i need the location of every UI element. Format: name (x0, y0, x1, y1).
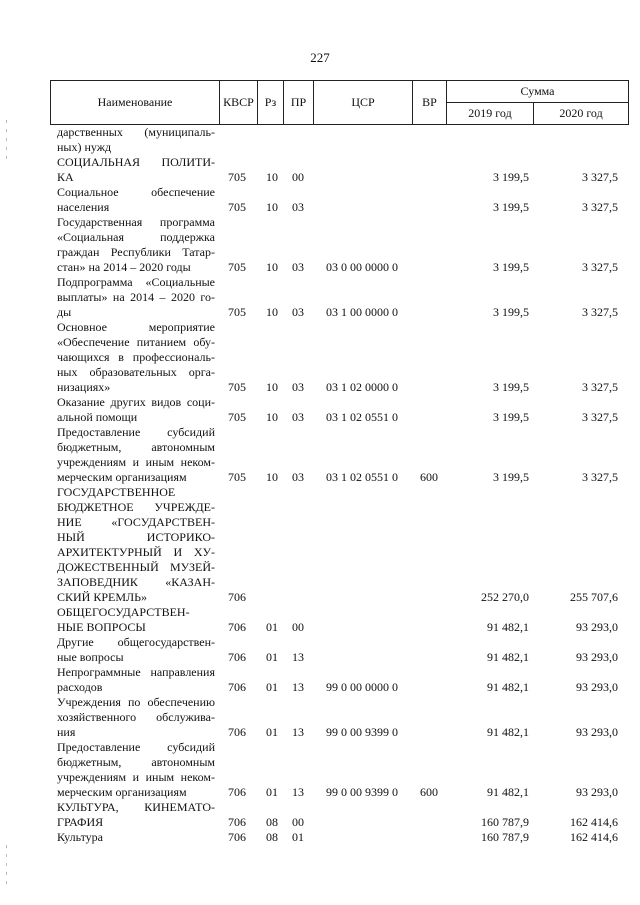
row-name-line: ных образовательных орга- (57, 365, 215, 379)
row-name (57, 665, 215, 695)
table-row (0, 665, 640, 695)
cell-s2020: 93 293,0 (576, 680, 618, 694)
row-name-line: ГРАФИЯ (57, 815, 104, 829)
table-body (0, 124, 640, 884)
header-csr: ЦСР (314, 81, 413, 125)
row-name (57, 215, 215, 275)
table-row (0, 605, 640, 635)
row-name-line: бюджетным, автономным (57, 440, 215, 454)
cell-rz: 10 (266, 260, 278, 274)
row-name-line: расходов (57, 680, 103, 694)
cell-rz: 10 (266, 305, 278, 319)
table-row (0, 275, 640, 320)
cell-s2020: 255 707,6 (570, 590, 618, 604)
header-vr: ВР (413, 81, 447, 125)
row-name-line: «Обеспечение питанием обу- (57, 335, 215, 349)
row-name-line: мерческим организациям (57, 785, 187, 799)
cell-rz: 10 (266, 470, 278, 484)
row-name (57, 155, 215, 185)
row-name-line: ГОСУДАРСТВЕННОЕ (57, 485, 176, 499)
row-name (57, 125, 215, 155)
row-name-line: СОЦИАЛЬНАЯ ПОЛИТИ- (57, 155, 215, 169)
row-name-line: ные вопросы (57, 650, 124, 664)
cell-pr: 00 (292, 170, 304, 184)
table-row (0, 425, 640, 485)
cell-pr: 13 (292, 785, 304, 799)
cell-pr: 03 (292, 380, 304, 394)
cell-s2019: 3 199,5 (493, 170, 529, 184)
cell-s2019: 3 199,5 (493, 380, 529, 394)
row-name-line: НЫЙ ИСТОРИКО- (57, 530, 215, 544)
table-row (0, 185, 640, 215)
row-name-line: Другие общегосударствен- (57, 635, 215, 649)
cell-s2019: 91 482,1 (487, 785, 529, 799)
cell-rz: 01 (266, 650, 278, 664)
cell-s2020: 93 293,0 (576, 725, 618, 739)
cell-s2020: 3 327,5 (582, 260, 618, 274)
header-pr: ПР (284, 81, 314, 125)
cell-s2019: 91 482,1 (487, 650, 529, 664)
cell-rz: 08 (266, 815, 278, 829)
row-name-line: Социальное обеспечение (57, 185, 215, 199)
row-name-line: ЗАПОВЕДНИК «КАЗАН- (57, 575, 215, 589)
cell-s2019: 3 199,5 (493, 470, 529, 484)
header-kvsr: КВСР (220, 81, 258, 125)
cell-pr: 03 (292, 410, 304, 424)
cell-pr: 03 (292, 305, 304, 319)
cell-vr: 600 (420, 785, 438, 799)
row-name (57, 185, 215, 215)
cell-s2020: 3 327,5 (582, 170, 618, 184)
row-name-line: учреждениям и иным неком- (57, 455, 215, 469)
cell-kvsr: 705 (228, 200, 246, 214)
cell-pr: 03 (292, 260, 304, 274)
cell-rz: 01 (266, 680, 278, 694)
row-name-line: бюджетным, автономным (57, 755, 215, 769)
row-name (57, 320, 215, 395)
row-name-line: граждан Республики Татар- (57, 245, 215, 259)
cell-csr: 03 1 02 0551 0 (326, 470, 398, 484)
cell-kvsr: 706 (228, 815, 246, 829)
cell-rz: 10 (266, 170, 278, 184)
cell-s2020: 3 327,5 (582, 305, 618, 319)
row-name-line: альной помощи (57, 410, 138, 424)
row-name-line: БЮДЖЕТНОЕ УЧРЕЖДЕ- (57, 500, 215, 514)
cell-csr: 99 0 00 0000 0 (326, 680, 398, 694)
cell-csr: 03 1 02 0551 0 (326, 410, 398, 424)
table-header (50, 80, 629, 125)
row-name (57, 740, 215, 800)
row-name (57, 425, 215, 485)
row-name (57, 695, 215, 740)
row-name-line: ОБЩЕГОСУДАРСТВЕН- (57, 605, 190, 619)
cell-s2020: 162 414,6 (570, 830, 618, 844)
cell-s2019: 3 199,5 (493, 260, 529, 274)
cell-pr: 13 (292, 725, 304, 739)
cell-s2019: 160 787,9 (481, 815, 529, 829)
cell-s2019: 3 199,5 (493, 200, 529, 214)
cell-csr: 03 1 02 0000 0 (326, 380, 398, 394)
cell-s2019: 160 787,9 (481, 830, 529, 844)
row-name-line: ния (57, 725, 76, 739)
cell-rz: 01 (266, 620, 278, 634)
row-name (57, 275, 215, 320)
row-name-line: Основное мероприятие (57, 320, 215, 334)
cell-kvsr: 706 (228, 785, 246, 799)
cell-s2019: 91 482,1 (487, 680, 529, 694)
cell-kvsr: 706 (228, 620, 246, 634)
row-name-line: Предоставление субсидий (57, 425, 215, 439)
cell-kvsr: 705 (228, 170, 246, 184)
header-year-2020: 2020 год (534, 103, 629, 125)
cell-s2020: 3 327,5 (582, 470, 618, 484)
cell-pr: 00 (292, 620, 304, 634)
cell-csr: 99 0 00 9399 0 (326, 725, 398, 739)
cell-kvsr: 706 (228, 830, 246, 844)
table-row (0, 635, 640, 665)
table-row (0, 830, 640, 845)
row-name-line: ды (57, 305, 72, 319)
cell-pr: 03 (292, 470, 304, 484)
row-name (57, 395, 215, 425)
cell-pr: 13 (292, 650, 304, 664)
cell-csr: 03 1 00 0000 0 (326, 305, 398, 319)
cell-s2019: 91 482,1 (487, 725, 529, 739)
row-name-line: «Социальная поддержка (57, 230, 215, 244)
cell-s2020: 93 293,0 (576, 650, 618, 664)
table-row (0, 215, 640, 275)
header-year-2019: 2019 год (447, 103, 534, 125)
cell-rz: 10 (266, 200, 278, 214)
cell-pr: 00 (292, 815, 304, 829)
row-name-line: Непрограммные направления (57, 665, 215, 679)
row-name (57, 800, 215, 830)
cell-s2020: 162 414,6 (570, 815, 618, 829)
row-name-line: ДОЖЕСТВЕННЫЙ МУЗЕЙ- (57, 560, 215, 574)
row-name (57, 485, 215, 605)
header-name: Наименование (51, 81, 220, 125)
row-name-line: НИЕ «ГОСУДАРСТВЕН- (57, 515, 215, 529)
row-name-line: СКИЙ КРЕМЛЬ» (57, 590, 148, 604)
table-row (0, 395, 640, 425)
row-name (57, 635, 215, 665)
row-name-line: населения (57, 200, 110, 214)
row-name-line: НЫЕ ВОПРОСЫ (57, 620, 146, 634)
cell-kvsr: 706 (228, 650, 246, 664)
row-name-line: Предоставление субсидий (57, 740, 215, 754)
cell-vr: 600 (420, 470, 438, 484)
row-name-line: дарственных (муниципаль- (57, 125, 215, 139)
row-name-line: учреждениям и иным неком- (57, 770, 215, 784)
row-name-line: ных) нужд (57, 140, 112, 154)
cell-pr: 03 (292, 200, 304, 214)
cell-rz: 08 (266, 830, 278, 844)
row-name-line: выплаты» на 2014 – 2020 го- (57, 290, 215, 304)
page-number: 227 (310, 50, 330, 65)
cell-s2020: 3 327,5 (582, 380, 618, 394)
cell-rz: 01 (266, 785, 278, 799)
row-name (57, 605, 215, 635)
cell-s2020: 93 293,0 (576, 785, 618, 799)
header-rz: Рз (258, 81, 284, 125)
row-name-line: Культура (57, 830, 103, 844)
cell-csr: 03 0 00 0000 0 (326, 260, 398, 274)
table-row (0, 800, 640, 830)
row-name-line: чающихся в профессиональ- (57, 350, 215, 364)
cell-s2019: 252 270,0 (481, 590, 529, 604)
cell-rz: 01 (266, 725, 278, 739)
row-name-line: мерческим организациям (57, 470, 187, 484)
row-name-line: Оказание других видов соци- (57, 395, 215, 409)
cell-kvsr: 706 (228, 725, 246, 739)
cell-kvsr: 705 (228, 305, 246, 319)
cell-kvsr: 706 (228, 590, 246, 604)
row-name (57, 830, 215, 845)
row-name-line: АРХИТЕКТУРНЫЙ И ХУ- (57, 545, 215, 559)
cell-s2019: 91 482,1 (487, 620, 529, 634)
row-name-line: КУЛЬТУРА, КИНЕМАТО- (57, 800, 215, 814)
header-sum: Сумма (447, 81, 629, 103)
table-row (0, 485, 640, 605)
row-name-line: низациях» (57, 380, 111, 394)
row-name-line: Учреждения по обеспечению (57, 695, 215, 709)
cell-s2020: 93 293,0 (576, 620, 618, 634)
cell-pr: 01 (292, 830, 304, 844)
row-name-line: хозяйственного обслужива- (57, 710, 215, 724)
cell-kvsr: 705 (228, 260, 246, 274)
cell-csr: 99 0 00 9399 0 (326, 785, 398, 799)
cell-s2020: 3 327,5 (582, 200, 618, 214)
cell-kvsr: 705 (228, 380, 246, 394)
cell-kvsr: 706 (228, 680, 246, 694)
row-name-line: Государственная программа (57, 215, 215, 229)
cell-pr: 13 (292, 680, 304, 694)
table-row (0, 320, 640, 395)
cell-kvsr: 705 (228, 470, 246, 484)
cell-s2019: 3 199,5 (493, 305, 529, 319)
cell-kvsr: 705 (228, 410, 246, 424)
table-row (0, 740, 640, 800)
cell-rz: 10 (266, 380, 278, 394)
cell-rz: 10 (266, 410, 278, 424)
row-name-line: стан» на 2014 – 2020 годы (57, 260, 191, 274)
table-row (0, 695, 640, 740)
row-name-line: Подпрограмма «Социальные (57, 275, 215, 289)
table-row (0, 155, 640, 185)
cell-s2020: 3 327,5 (582, 410, 618, 424)
table-row (0, 125, 640, 155)
cell-s2019: 3 199,5 (493, 410, 529, 424)
row-name-line: КА (57, 170, 74, 184)
